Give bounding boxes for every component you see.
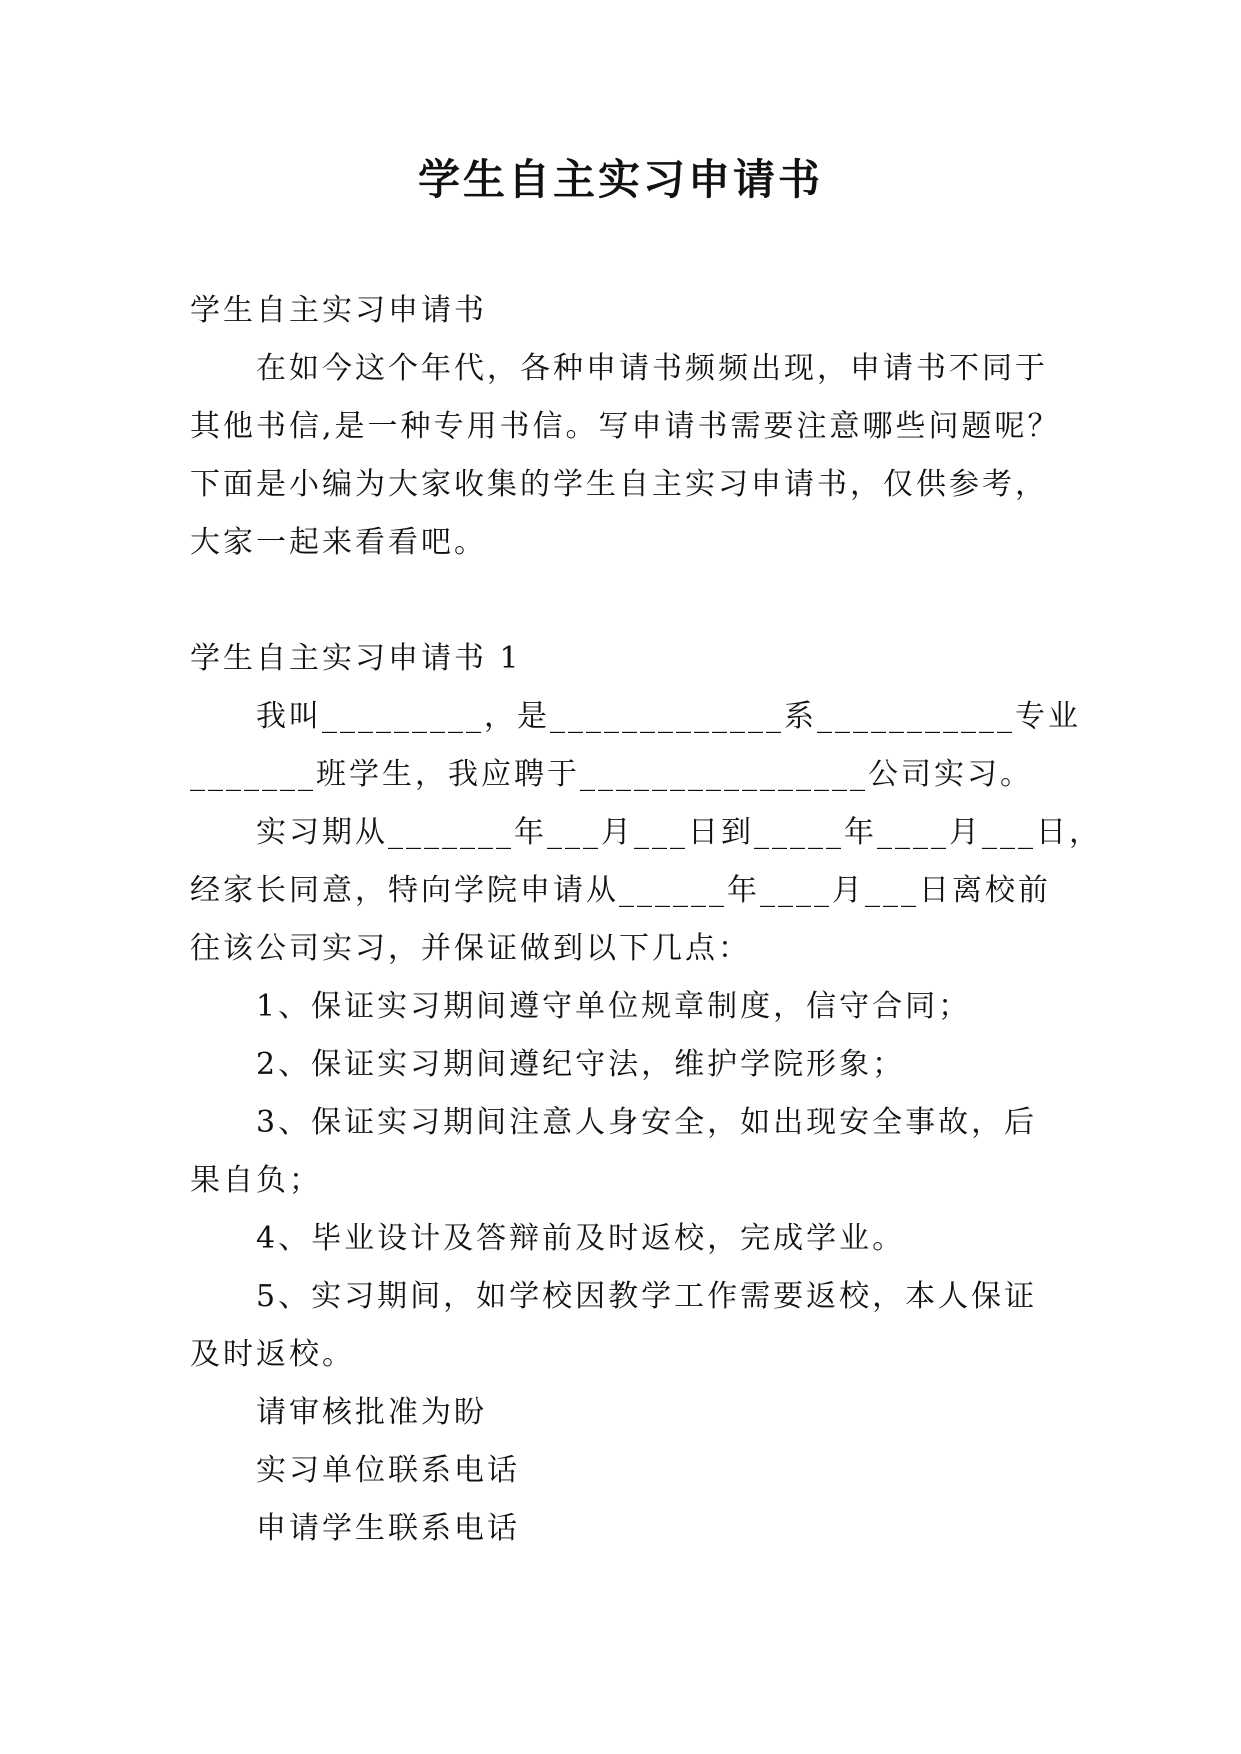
- list-item: 4、毕业设计及答辩前及时返校，完成学业。: [256, 1221, 906, 1256]
- form-line: _______班学生，我应聘于________________公司实习。: [190, 757, 1033, 792]
- list-item-continuation: 及时返校。: [190, 1337, 355, 1372]
- intro-paragraph-line: 大家一起来看看吧。: [190, 525, 487, 560]
- document-body: [190, 282, 1102, 1558]
- intro-paragraph-line: 其他书信,是一种专用书信。写申请书需要注意哪些问题呢？: [190, 409, 1061, 444]
- closing-line: 请审核批准为盼: [256, 1395, 487, 1430]
- sample-heading: 学生自主实习申请书 1: [190, 641, 522, 676]
- list-item: 3、保证实习期间注意人身安全，如出现安全事故，后: [256, 1105, 1038, 1140]
- form-line: 经家长同意，特向学院申请从______年____月___日离校前: [190, 873, 1051, 908]
- paragraph-spacer: [190, 572, 1060, 630]
- form-line: 往该公司实习，并保证做到以下几点：: [190, 931, 751, 966]
- contact-line: 实习单位联系电话: [256, 1453, 520, 1488]
- list-item: 5、实习期间，如学校因教学工作需要返校，本人保证: [256, 1279, 1038, 1314]
- contact-line: 申请学生联系电话: [256, 1511, 520, 1546]
- form-line: 实习期从_______年___月___日到_____年____月___日，: [256, 815, 1102, 850]
- section-heading: 学生自主实习申请书: [190, 293, 487, 328]
- list-item: 2、保证实习期间遵纪守法，维护学院形象；: [256, 1047, 906, 1082]
- list-item: 1、保证实习期间遵守单位规章制度，信守合同；: [256, 989, 972, 1024]
- form-line: 我叫_________，是_____________系___________专业: [256, 699, 1081, 734]
- intro-paragraph-line: 下面是小编为大家收集的学生自主实习申请书，仅供参考，: [190, 467, 1048, 502]
- intro-paragraph-line: 在如今这个年代，各种申请书频频出现，申请书不同于: [256, 351, 1048, 386]
- list-item-continuation: 果自负；: [190, 1163, 322, 1198]
- document-title: 学生自主实习申请书: [417, 155, 823, 204]
